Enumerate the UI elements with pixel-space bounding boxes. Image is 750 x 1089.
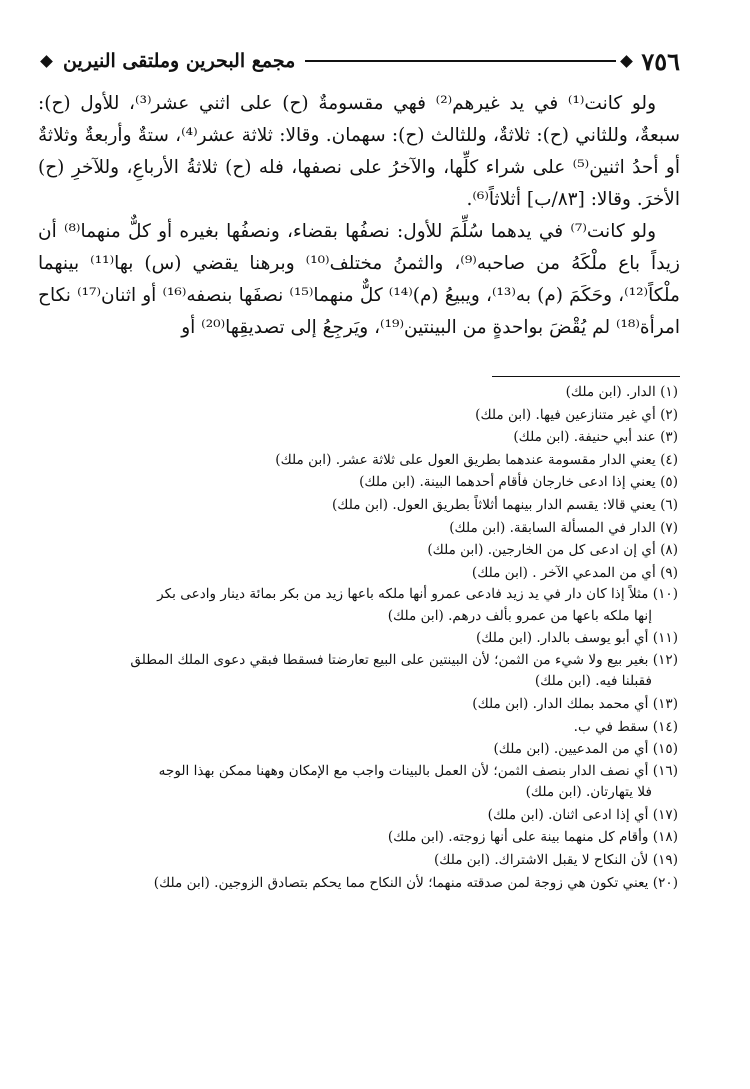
footnote-number: (١١) [652,630,678,647]
footnote-number: (٤) [660,451,678,468]
footnote-continuation: إنها ملكه باعها من عمرو بألف درهم. (ابن ملك) [387,607,652,624]
footnote-text: أي إذا ادعى اثنان. (ابن ملك) [487,806,649,823]
footnote-text: يعني إذا ادعى خارجان فأقام أحدهما البينة. (ابن ملك) [359,474,656,491]
footnote [38,584,680,627]
footnote-text: يعني تكون هي زوجة لمن صدقته منهما؛ لأن النكاح مما يحكم بتصادق الزوجين. (ابن ملك) [153,874,649,891]
footnote-text: يعني الدار مقسومة عندهما بطريق العول على ثلاثة عشر. (ابن ملك) [275,451,656,468]
footnote-text: عند أبي حنيفة. (ابن ملك) [513,429,656,446]
footnote [38,716,680,739]
footnote-text: أي نصف الدار بنصف الثمن؛ لأن العمل بالبينات واجب مع الإمكان وههنا ممكن بهذا الوجه [158,762,649,779]
footnote-number: (١٩) [652,851,678,868]
footnote-text: لأن النكاح لا يقبل الاشتراك. (ابن ملك) [433,851,649,868]
page-header [38,44,680,78]
footnote [38,826,680,849]
footnote-number: (٢٠) [652,874,678,891]
footnote [38,849,680,872]
footnote [38,381,680,404]
header-rule [305,60,616,62]
footnote [38,872,680,895]
footnote-number: (١٣) [652,695,678,712]
footnote-number: (٩) [660,564,678,581]
footnote [38,627,680,650]
footnote [38,761,680,804]
footnote-continuation: فقبلنا فيه. (ابن ملك) [534,673,652,690]
footnote [38,494,680,517]
footnote-text: الدار في المسألة السابقة. (ابن ملك) [449,519,656,536]
footnote [38,562,680,585]
footnote-separator [492,376,680,377]
footnote-number: (١٥) [652,741,678,758]
page [38,44,680,1064]
main-text [38,88,680,344]
footnote [38,449,680,472]
diamond-ornament-icon [40,55,53,68]
footnote [38,650,680,693]
footnote-number: (٣) [660,429,678,446]
footnote [38,804,680,827]
footnote-number: (٦) [660,496,678,513]
footnote-number: (٧) [660,519,678,536]
footnote-text: وأقام كل منهما بينة على أنها زوجته. (ابن ملك) [387,829,649,846]
paragraph: ولو كانت⁽¹⁾ في يد غيرهم⁽²⁾ فهي مقسومةٌ (ح) على اثني عشر⁽³⁾، للأول (ح): سبعةٌ، وللثاني (ح): ثلاثةٌ، وللثالث (ح): سهمان. وقالا: ثلاثة عشر⁽⁴⁾، ستةٌ وأربعةٌ وثلاثةٌ أو أحدُ اثنين⁽⁵⁾ على شراء كلِّها، والآخرُ على نصفها، فله (ح) ثلاثةُ الأرباعِ، وللآخرِ (ح) الأخرَ. وقالا: [٨٣/ب] أثلاثاً⁽⁶⁾. [38,93,680,210]
footnote-text: سقط في ب. [573,718,649,735]
footnote [38,426,680,449]
footnote [38,693,680,716]
footnote-number: (١٢) [652,651,678,668]
footnote-number: (٥) [660,474,678,491]
diamond-ornament-icon [620,55,633,68]
footnote-text: أي محمد بملك الدار. (ابن ملك) [472,695,649,712]
footnote-text: أي من المدعيين. (ابن ملك) [493,741,649,758]
footnotes [38,381,680,894]
footnote-text: أي غير متنازعين فيها. (ابن ملك) [475,406,656,423]
footnote-number: (٨) [660,542,678,559]
footnote [38,517,680,540]
footnote-text: بغير بيع ولا شيء من الثمن؛ لأن البينتين على البيع تعارضتا فسقطا فبقي دعوى الملك المطلق [130,651,649,668]
footnote-number: (٢) [660,406,678,423]
footnote-number: (١٨) [652,829,678,846]
footnote-continuation: فلا يتهارتان. (ابن ملك) [525,784,652,801]
footnote [38,738,680,761]
footnote-number: (١٧) [652,806,678,823]
footnote-number: (١٠) [652,586,678,603]
footnote-number: (١٦) [652,762,678,779]
footnote-text: الدار. (ابن ملك) [565,384,656,400]
footnote [38,404,680,427]
footnote [38,471,680,494]
footnote-text: أي إن ادعى كل من الخارجين. (ابن ملك) [427,542,656,559]
page-number: ٧٥٦ [641,46,680,76]
footnote-text: مثلاً إذا كان دار في يد زيد فادعى عمرو أنها ملكه باعها زيد من بكر بمائة دينار وادعى بكر [157,586,649,603]
book-title: مجمع البحرين وملتقى النيرين [63,50,296,72]
footnote-text: يعني قالا: يقسم الدار بينهما أثلاثاً بطريق العول. (ابن ملك) [332,496,656,513]
footnote-number: (١) [660,384,678,400]
footnote-text: أي من المدعي الآخر . (ابن ملك) [471,564,656,581]
paragraph: ولو كانت⁽⁷⁾ في يدهما سُلِّمَ للأول: نصفُها بقضاء، ونصفُها بغيره أو كلٌّ منهما⁽⁸⁾ أن زيداً باع ملْكَهُ من صاحبه⁽⁹⁾، والثمنُ مختلف⁽¹⁰⁾ وبرهنا يقضي (س) بها⁽¹¹⁾ بينهما ملْكاً⁽¹²⁾، وحَكَمَ (م) به⁽¹³⁾، ويبيعُ (م)⁽¹⁴⁾ كلٌّ منهما⁽¹⁵⁾ نصفَها بنصفه⁽¹⁶⁾ أو اثنان⁽¹⁷⁾ نكاح امرأة⁽¹⁸⁾ لم يُقْضَ بواحدةٍ من البينتين⁽¹⁹⁾، ويَرجِعُ إلى تصديقِها⁽²⁰⁾ أو [38,221,680,338]
footnote-text: أي أبو يوسف بالدار. (ابن ملك) [475,630,649,647]
footnote [38,539,680,562]
footnote-number: (١٤) [652,718,678,735]
